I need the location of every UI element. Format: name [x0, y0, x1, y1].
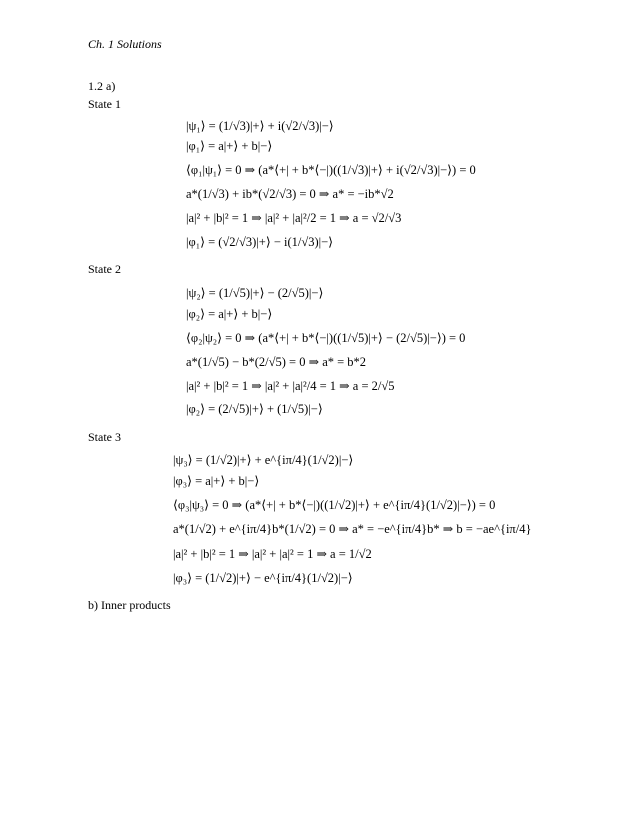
state2-eq5: |a|² + |b|² = 1 ⇒ |a|² + |a|²/4 = 1 ⇒ a = 2/√5	[186, 379, 395, 393]
state1-eq3: ⟨φ₁|ψ₁⟩ = 0 ⇒ (a*⟨+| + b*⟨−|)((1/√3)|+⟩ + i(√2/√3)|−⟩) = 0	[186, 163, 476, 177]
state1-eq4: a*(1/√3) + ib*(√2/√3) = 0 ⇒ a* = −ib*√2	[186, 187, 394, 201]
page-header: Ch. 1 Solutions	[88, 37, 162, 51]
state1-eq1: |ψ₁⟩ = (1/√3)|+⟩ + i(√2/√3)|−⟩	[186, 119, 334, 133]
state3-eq4: a*(1/√2) + e^{iπ/4}b*(1/√2) = 0 ⇒ a* = −e^{iπ/4}b* ⇒ b = −ae^{iπ/4}	[173, 522, 532, 536]
state3-eq6: |φ₃⟩ = (1/√2)|+⟩ − e^{iπ/4}(1/√2)|−⟩	[173, 571, 353, 585]
state2-eq1: |ψ₂⟩ = (1/√5)|+⟩ − (2/√5)|−⟩	[186, 286, 324, 300]
state2-label: State 2	[88, 262, 121, 276]
state2-eq4: a*(1/√5) − b*(2/√5) = 0 ⇒ a* = b*2	[186, 355, 367, 369]
part-a-label: 1.2 a)	[88, 79, 116, 93]
part-b-label: b) Inner products	[88, 598, 171, 612]
state3-eq1: |ψ₃⟩ = (1/√2)|+⟩ + e^{iπ/4}(1/√2)|−⟩	[173, 453, 354, 467]
state3-label: State 3	[88, 430, 121, 444]
state2-eq2: |φ₂⟩ = a|+⟩ + b|−⟩	[186, 307, 273, 321]
state3-eq2: |φ₃⟩ = a|+⟩ + b|−⟩	[173, 474, 260, 488]
state1-eq5: |a|² + |b|² = 1 ⇒ |a|² + |a|²/2 = 1 ⇒ a = √2/√3	[186, 211, 402, 225]
state3-eq3: ⟨φ₃|ψ₃⟩ = 0 ⇒ (a*⟨+| + b*⟨−|)((1/√2)|+⟩ + e^{iπ/4}(1/√2)|−⟩) = 0	[173, 498, 496, 512]
state2-eq6: |φ₂⟩ = (2/√5)|+⟩ + (1/√5)|−⟩	[186, 402, 323, 416]
state2-eq3: ⟨φ₂|ψ₂⟩ = 0 ⇒ (a*⟨+| + b*⟨−|)((1/√5)|+⟩ − (2/√5)|−⟩) = 0	[186, 331, 466, 345]
state1-label: State 1	[88, 97, 121, 111]
state3-eq5: |a|² + |b|² = 1 ⇒ |a|² + |a|² = 1 ⇒ a = 1/√2	[173, 547, 372, 561]
state1-eq6: |φ₁⟩ = (√2/√3)|+⟩ − i(1/√3)|−⟩	[186, 235, 334, 249]
state1-eq2: |φ₁⟩ = a|+⟩ + b|−⟩	[186, 139, 273, 153]
